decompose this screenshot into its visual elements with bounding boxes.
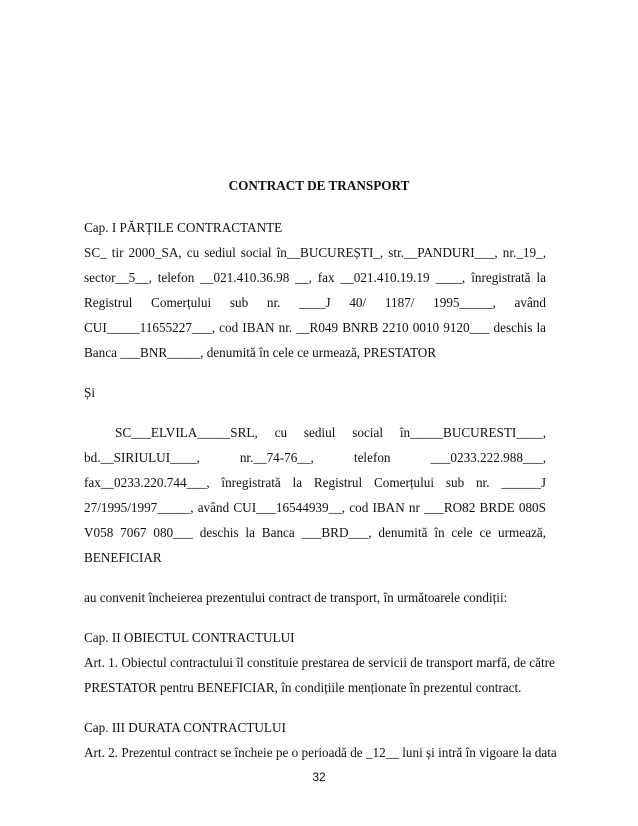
section-heading-object: Cap. II OBIECTUL CONTRACTULUI: [84, 630, 295, 645]
section-heading-duration: Cap. III DURATA CONTRACTULUI: [84, 720, 286, 735]
paragraph-line: Registrul Comerțului sub nr. ____J 40/ 1187/ 1995_____, având: [84, 295, 546, 310]
paragraph-line: fax__0233.220.744___, înregistrată la Registrul Comerțului sub nr. ______J: [84, 475, 546, 490]
page-number: 32: [312, 770, 326, 784]
paragraph-line: Art. 1. Obiectul contractului îl constituie prestarea de servicii de transport marfă, de către: [84, 655, 555, 670]
paragraph-line: Banca ___BNR_____, denumită în cele ce urmează, PRESTATOR: [84, 345, 437, 360]
paragraph-line: BENEFICIAR: [84, 550, 162, 565]
paragraph-line: 27/1995/1997_____, având CUI___16544939__, cod IBAN nr ___RO82 BRDE 080S: [84, 500, 546, 515]
paragraph-line: SC_ tir 2000_SA, cu sediul social în__BUCUREȘTI_, str.__PANDURI___, nr._19_,: [84, 245, 546, 260]
paragraph-line: bd.__SIRIULUI____, nr.__74-76__, telefon ___0233.222.988___,: [84, 450, 546, 465]
paragraph-line: PRESTATOR pentru BENEFICIAR, în condițiile menționate în prezentul contract.: [84, 680, 522, 695]
paragraph-line: CUI_____11655227___, cod IBAN nr. __R049 BNRB 2210 0010 9120___ deschis la: [84, 320, 546, 335]
paragraph-line: SC___ELVILA_____SRL, cu sediul social în_____BUCURESTI____,: [115, 425, 546, 440]
paragraph-line: Art. 2. Prezentul contract se încheie pe o perioadă de _12__ luni și intră în vigoare la data: [84, 745, 557, 760]
paragraph-line: sector__5__, telefon __021.410.36.98 __, fax __021.410.19.19 ____, înregistrată la: [84, 270, 546, 285]
agreement-line: au convenit încheierea prezentului contract de transport, în următoarele condiții:: [84, 590, 508, 605]
paragraph-line: V058 7067 080___ deschis la Banca ___BRD___, denumită în cele ce urmează,: [84, 525, 546, 540]
section-heading-parties: Cap. I PĂRȚILE CONTRACTANTE: [84, 220, 283, 235]
conjunction-text: Și: [84, 385, 95, 400]
contract-title: CONTRACT DE TRANSPORT: [228, 178, 410, 193]
